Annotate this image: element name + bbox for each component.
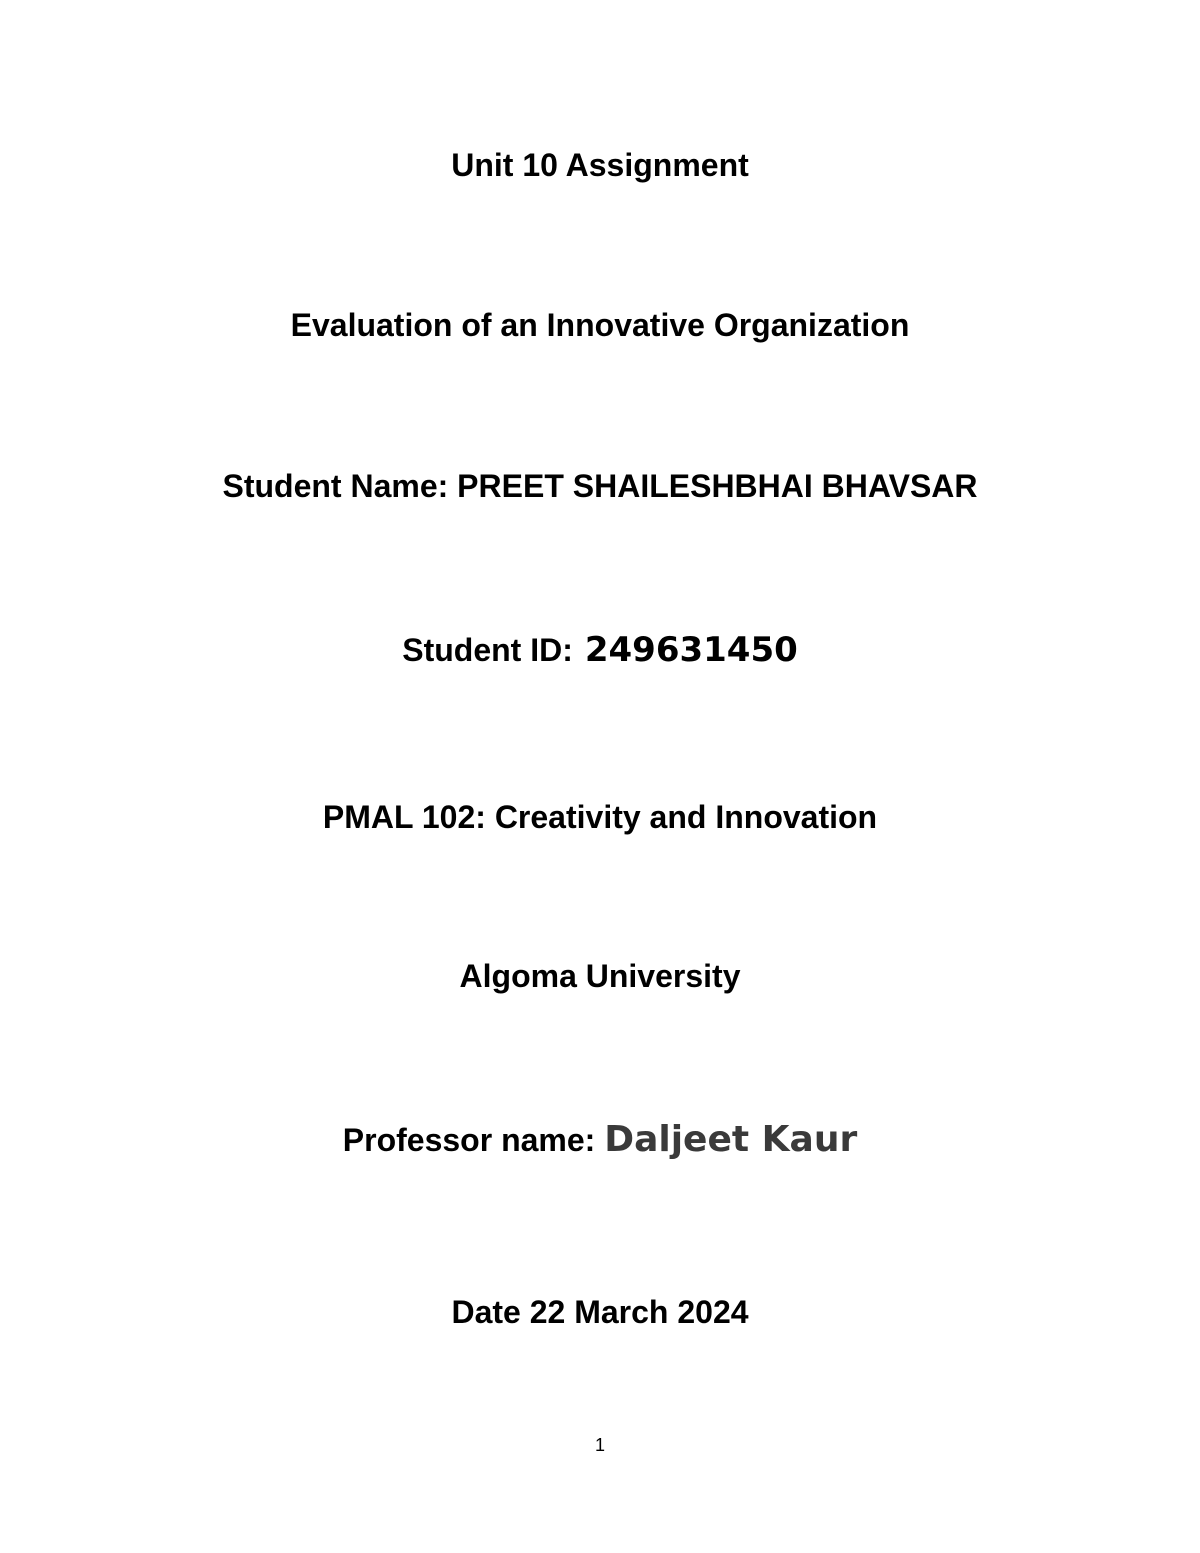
university-name: Algoma University: [459, 958, 741, 994]
student-id-value: 249631450: [584, 630, 798, 670]
professor-name: Daljeet Kaur: [604, 1119, 858, 1160]
professor-label: Professor name:: [342, 1122, 605, 1158]
page-number: 1: [594, 1435, 605, 1455]
student-id-label: Student ID:: [402, 632, 573, 668]
submission-date: Date 22 March 2024: [451, 1294, 749, 1330]
assignment-subtitle: Evaluation of an Innovative Organization: [290, 307, 910, 343]
professor-line: [0, 1120, 1200, 1160]
student-name: Student Name: PREET SHAILESHBHAI BHAVSAR: [222, 468, 978, 504]
assignment-title: Unit 10 Assignment: [451, 147, 749, 183]
student-id-line: [0, 630, 1200, 670]
course-name: PMAL 102: Creativity and Innovation: [322, 799, 878, 835]
